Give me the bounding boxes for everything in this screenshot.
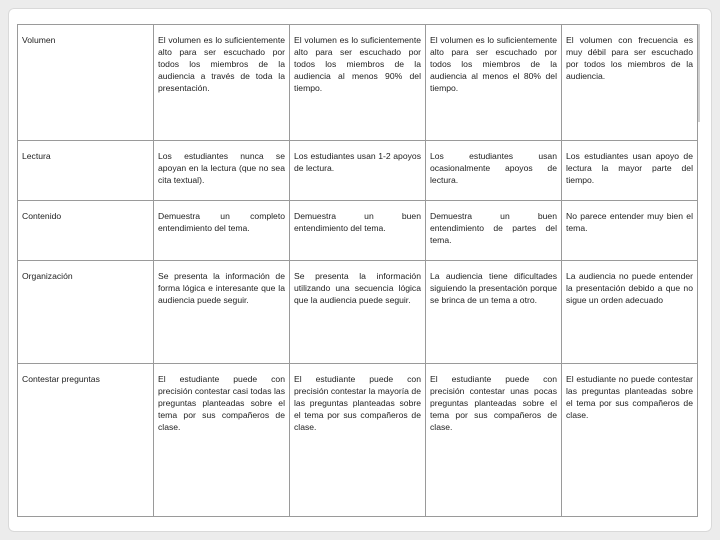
level-cell-1: Demuestra un completo entendimiento del tema. (154, 201, 290, 261)
level-cell-3: Demuestra un buen entendimiento de partes del tema. (426, 201, 562, 261)
level-cell-4: El volumen con frecuencia es muy débil para ser escuchado por todos los miembros de la audiencia. (562, 25, 698, 141)
level-cell-1: Los estudiantes nunca se apoyan en la lectura (que no sea cita textual). (154, 141, 290, 201)
level-cell-2: El volumen es lo suficientemente alto para ser escuchado por todos los miembros de la audiencia al menos 90% del tiempo. (290, 25, 426, 141)
level-cell-1: El volumen es lo suficientemente alto para ser escuchado por todos los miembros de la audiencia a través de toda la presentación. (154, 25, 290, 141)
criterion-cell: Organización (18, 261, 154, 364)
level-cell-3: El estudiante puede con precisión contestar unas pocas preguntas planteadas sobre el tema por sus compañeros de clase. (426, 364, 562, 517)
level-cell-3: Los estudiantes usan ocasionalmente apoyos de lectura. (426, 141, 562, 201)
level-cell-4: No parece entender muy bien el tema. (562, 201, 698, 261)
criterion-cell: Contestar preguntas (18, 364, 154, 517)
level-cell-1: El estudiante puede con precisión contestar casi todas las preguntas planteadas sobre el tema por sus compañeros de clase. (154, 364, 290, 517)
rubric-row-contenido (18, 201, 698, 261)
rubric-table (17, 24, 698, 517)
rubric-row-volumen (18, 25, 698, 141)
level-cell-4: Los estudiantes usan apoyo de lectura la mayor parte del tiempo. (562, 141, 698, 201)
rubric-row-contestar-preguntas (18, 364, 698, 517)
level-cell-2: Los estudiantes usan 1-2 apoyos de lectura. (290, 141, 426, 201)
level-cell-2: El estudiante puede con precisión contestar la mayoría de las preguntas planteadas sobre el tema por sus compañeros de clase. (290, 364, 426, 517)
level-cell-3: La audiencia tiene dificultades siguiendo la presentación porque se brinca de un tema a otro. (426, 261, 562, 364)
level-cell-2: Se presenta la información utilizando una secuencia lógica que la audiencia puede seguir. (290, 261, 426, 364)
level-cell-4: El estudiante no puede contestar las preguntas planteadas sobre el tema por sus compañeros de clase. (562, 364, 698, 517)
level-cell-1: Se presenta la información de forma lógica e interesante que la audiencia puede seguir. (154, 261, 290, 364)
level-cell-2: Demuestra un buen entendimiento del tema. (290, 201, 426, 261)
level-cell-3: El volumen es lo suficientemente alto para ser escuchado por todos los miembros de la audiencia al menos el 80% del tiempo. (426, 25, 562, 141)
rubric-row-organizacion (18, 261, 698, 364)
criterion-cell: Volumen (18, 25, 154, 141)
rubric-row-lectura (18, 141, 698, 201)
criterion-cell: Contenido (18, 201, 154, 261)
level-cell-4: La audiencia no puede entender la presentación debido a que no sigue un orden adecuado (562, 261, 698, 364)
criterion-cell: Lectura (18, 141, 154, 201)
